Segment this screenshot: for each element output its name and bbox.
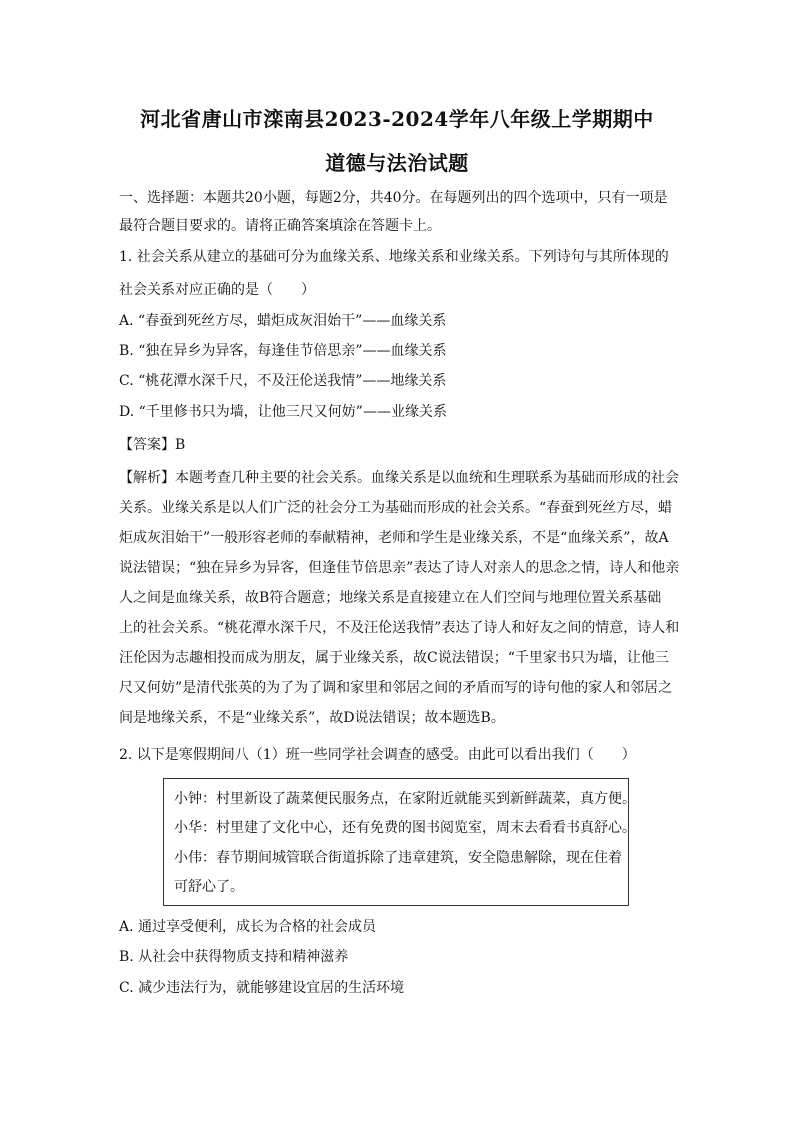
q1-option-b: B. “独在异乡为异客，每逢佳节倍思亲”——血缘关系 [119,343,447,359]
q2-stem: 2. 以下是寒假期间八（1）班一些同学社会调查的感受。由此可以看出我们（ ） [119,747,636,763]
q1-analysis-line: 炬成灰泪始干”一般形容老师的奉献精神，老师和学生是业缘关系，不是“血缘关系”，故A [119,530,669,546]
doc-title-line2: 道德与法治试题 [325,151,469,175]
q2-survey-box [163,778,636,906]
q1-analysis-line: 上的社会关系。“桃花潭水深千尺，不及汪伦送我情”表达了诗人和好友之间的情意，诗人和 [119,620,680,636]
q1-analysis-line: 说法错误；“独在异乡为异客，但逢佳节倍思亲”表达了诗人对亲人的思念之情，诗人和他亲 [119,560,680,576]
q2-option-b: B. 从社会中获得物质支持和精神滋养 [119,949,349,965]
q1-analysis-line: 间是地缘关系，不是“业缘关系”，故D说法错误；故本题选B。 [119,710,505,726]
q2-box-line: 小伟：春节期间城管联合街道拆除了违章建筑，安全隐患解除，现在住着 [174,850,622,866]
q1-analysis-line: 汪伦因为志趣相投而成为朋友，属于业缘关系，故C说法错误；“千里家书只为墙，让他三 [119,650,669,666]
q1-analysis-line: 人之间是血缘关系，故B符合题意；地缘关系是直接建立在人们空间与地理位置关系基础 [119,590,662,606]
q1-analysis-line: 关系。业缘关系是以人们广泛的社会分工为基础而形成的社会关系。“春蚕到死丝方尽，蜡 [119,500,673,516]
q1-option-c: C. “桃花潭水深千尺，不及汪伦送我情”——地缘关系 [119,373,447,389]
q1-analysis-line: 【解析】本题考查几种主要的社会关系。血缘关系是以血统和生理联系为基础而形成的社会 [119,470,679,486]
q2-box-line: 小华：村里建了文化中心，还有免费的图书阅览室，周末去看看书真舒心。 [174,820,636,836]
q1-stem-line2: 社会关系对应正确的是（ ） [119,282,315,298]
q1-stem-line1: 1. 社会关系从建立的基础可分为血缘关系、地缘关系和业缘关系。下列诗句与其所体现的 [119,249,669,265]
q1-option-d: D. “千里修书只为墙，让他三尺又何妨”——业缘关系 [119,404,447,420]
q1-option-a: A. “春蚕到死丝方尽，蜡炬成灰泪始干”——血缘关系 [119,313,447,329]
doc-title-line1: 河北省唐山市滦南县2023-2024学年八年级上学期期中 [140,107,654,131]
q2-box-line: 小钟：村里新设了蔬菜便民服务点，在家附近就能买到新鲜蔬菜，真方便。 [174,791,636,807]
section-header-line1: 一、选择题：本题共20小题，每题2分，共40分。在每题列出的四个选项中，只有一项是 [119,190,668,206]
q1-answer: 【答案】B [119,437,186,453]
q2-option-a: A. 通过享受便利，成长为合格的社会成员 [119,919,377,935]
section-header-line2: 最符合题目要求的。请将正确答案填涂在答题卡上。 [119,218,441,234]
q2-option-c: C. 减少违法行为，就能够建设宜居的生活环境 [119,980,405,996]
q2-box-line: 可舒心了。 [174,879,244,895]
q1-analysis-line: 尺又何妨”是清代张英的为了为了调和家里和邻居之间的矛盾而写的诗句他的家人和邻居之 [119,680,673,696]
